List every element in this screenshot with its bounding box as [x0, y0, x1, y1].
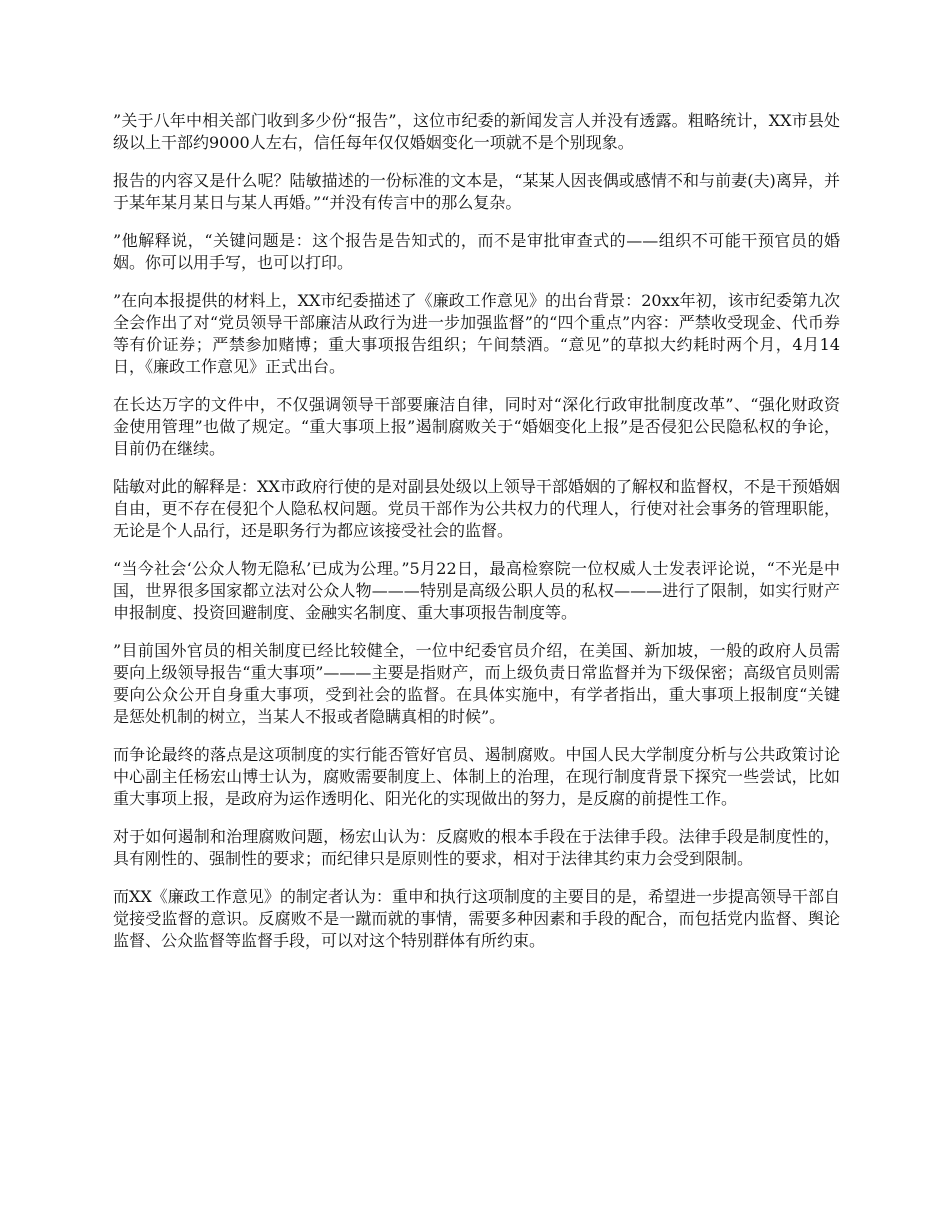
- paragraph-6: 陆敏对此的解释是：XX市政府行使的是对副县处级以上领导干部婚姻的了解权和监督权，不是干预婚姻自由，更不存在侵犯个人隐私权问题。党员干部作为公共权力的代理人，行使对社会事务的管理职能，无论是个人品行，还是职务行为都应该接受社会的监督。: [113, 477, 840, 540]
- document-body: [113, 110, 840, 968]
- paragraph-10: 对于如何遏制和治理腐败问题，杨宏山认为：反腐败的根本手段在于法律手段。法律手段是制度性的，具有刚性的、强制性的要求；而纪律只是原则性的要求，相对于法律其约束力会受到限制。: [113, 827, 840, 868]
- paragraph-7: “当今社会‘公众人物无隐私’已成为公理。”5月22日，最高检察院一位权威人士发表评论说，“不光是中国，世界很多国家都立法对公众人物———特别是高级公职人员的私权———进行了限制，如实行财产申报制度、投资回避制度、金融实名制度、重大事项报告制度等。: [113, 559, 840, 622]
- paragraph-4: ”在向本报提供的材料上，XX市纪委描述了《廉政工作意见》的出台背景：20xx年初，该市纪委第九次全会作出了对“党员领导干部廉洁从政行为进一步加强监督”的“四个重点”内容：严禁收受现金、代币券等有价证券；严禁参加赌博；重大事项报告组织；午间禁酒。“意见”的草拟大约耗时两个月，4月14日，《廉政工作意见》正式出台。: [113, 291, 840, 376]
- paragraph-9: 而争论最终的落点是这项制度的实行能否管好官员、遏制腐败。中国人民大学制度分析与公共政策讨论中心副主任杨宏山博士认为，腐败需要制度上、体制上的治理，在现行制度背景下探究一些尝试，比如重大事项上报，是政府为运作透明化、阳光化的实现做出的努力，是反腐的前提性工作。: [113, 745, 840, 808]
- paragraph-8: ”目前国外官员的相关制度已经比较健全，一位中纪委官员介绍，在美国、新加坡，一般的政府人员需要向上级领导报告“重大事项”———主要是指财产，而上级负责日常监督并为下级保密；高级官员则需要向公众公开自身重大事项，受到社会的监督。在具体实施中，有学者指出，重大事项上报制度“关键是惩处机制的树立，当某人不报或者隐瞒真相的时候”。: [113, 641, 840, 726]
- paragraph-1: ”关于八年中相关部门收到多少份“报告”，这位市纪委的新闻发言人并没有透露。粗略统计，XX市县处级以上干部约9000人左右，信任每年仅仅婚姻变化一项就不是个别现象。: [113, 111, 840, 152]
- paragraph-11: 而XX《廉政工作意见》的制定者认为：重申和执行这项制度的主要目的是，希望进一步提高领导干部自觉接受监督的意识。反腐败不是一蹴而就的事情，需要多种因素和手段的配合，而包括党内监督、舆论监督、公众监督等监督手段，可以对这个特别群体有所约束。: [113, 887, 840, 950]
- paragraph-2: 报告的内容又是什么呢？陆敏描述的一份标准的文本是，“某某人因丧偶或感情不和与前妻(夫)离异，并于某年某月某日与某人再婚。”“并没有传言中的那么复杂。: [113, 171, 840, 212]
- paragraph-5: 在长达万字的文件中，不仅强调领导干部要廉洁自律，同时对“深化行政审批制度改革”、“强化财政资金使用管理”也做了规定。“重大事项上报”遏制腐败关于“婚姻变化上报”是否侵犯公民隐私权的争论，目前仍在继续。: [113, 395, 840, 458]
- paragraph-3: ”他解释说，“关键问题是：这个报告是告知式的，而不是审批审查式的——组织不可能干预官员的婚姻。你可以用手写，也可以打印。: [113, 231, 840, 272]
